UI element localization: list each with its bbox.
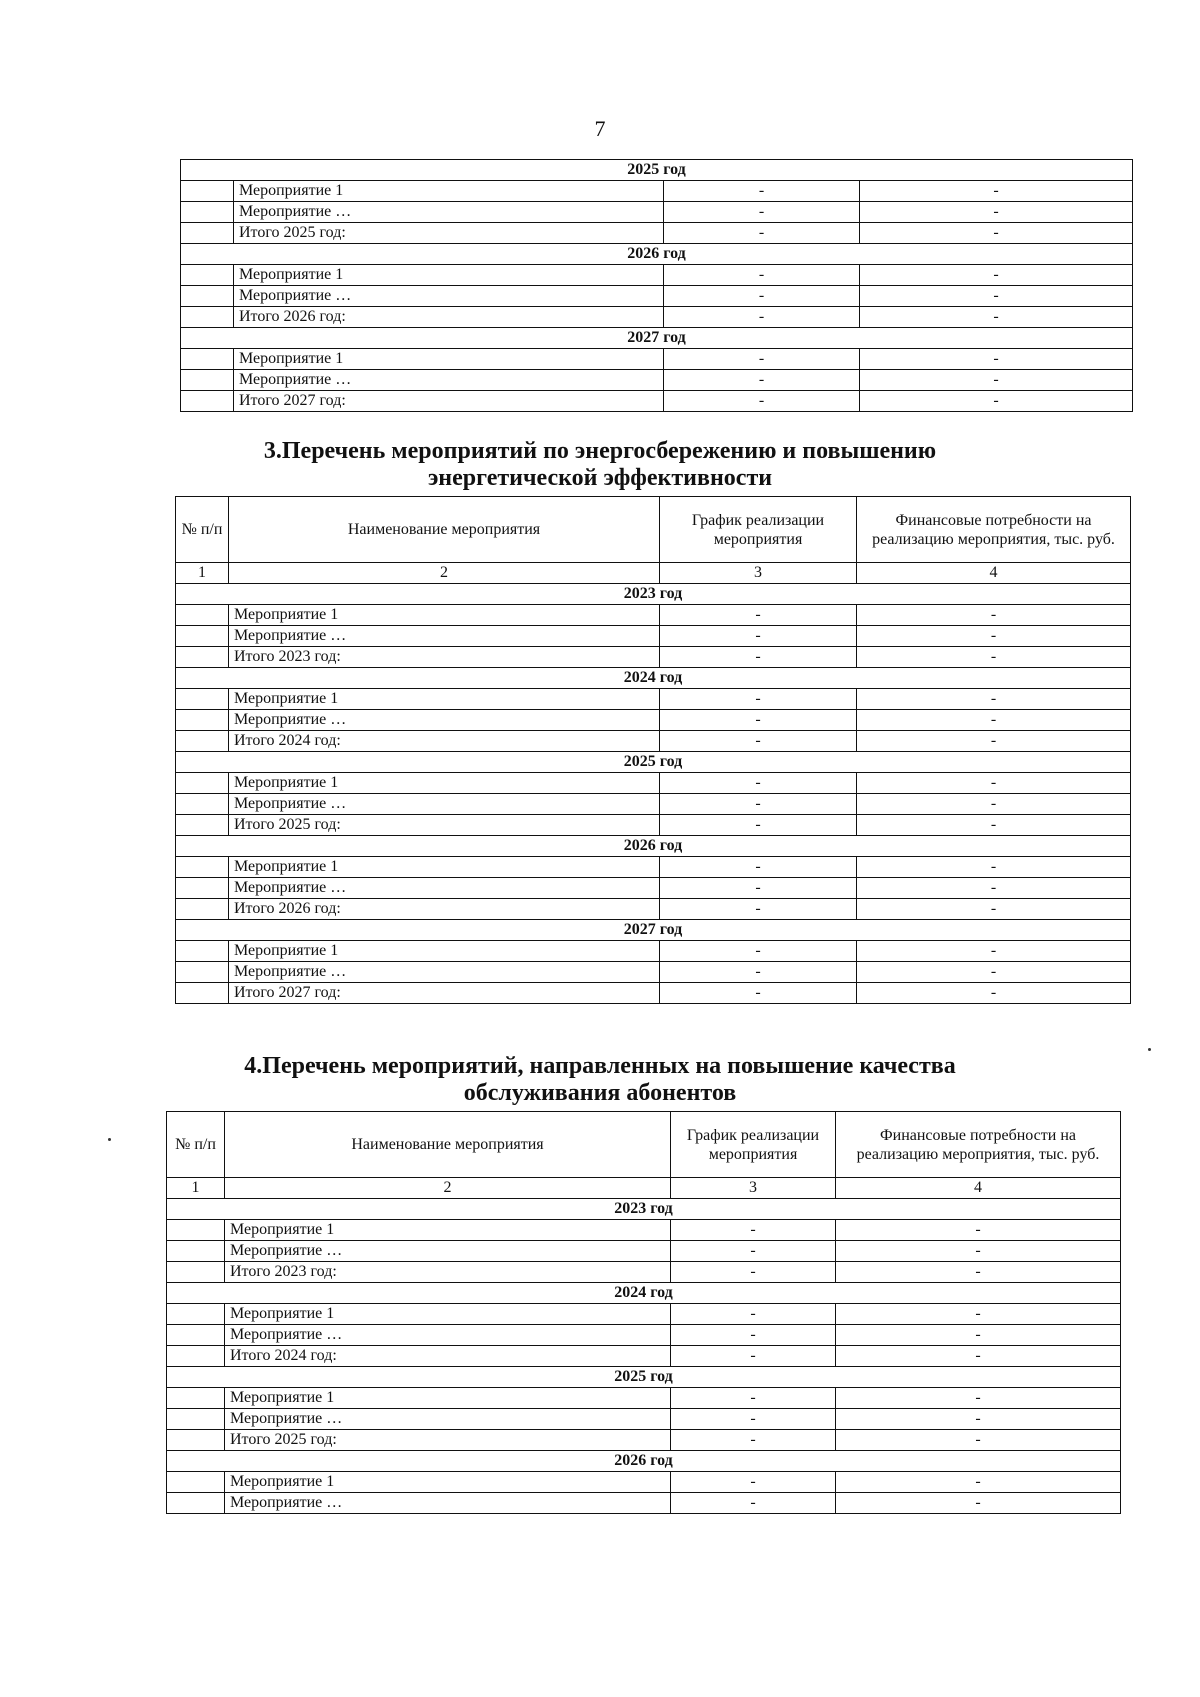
activity-name: Мероприятие … [234, 370, 664, 391]
table-row [167, 1220, 1121, 1241]
table-row [181, 370, 1133, 391]
schedule-value: - [671, 1262, 836, 1283]
year-header: 2023 год [176, 584, 1131, 605]
year-header: 2026 год [167, 1451, 1121, 1472]
finance-value: - [857, 689, 1131, 710]
table-row [176, 605, 1131, 626]
year-header: 2024 год [176, 668, 1131, 689]
row-number-cell [176, 731, 229, 752]
schedule-value: - [671, 1241, 836, 1262]
table-row [181, 202, 1133, 223]
table-row [176, 899, 1131, 920]
activity-name: Итого 2026 год: [229, 899, 660, 920]
row-number-cell [181, 202, 234, 223]
schedule-value: - [671, 1220, 836, 1241]
col-number-2: 2 [225, 1178, 671, 1199]
table-row [167, 1304, 1121, 1325]
finance-value: - [836, 1493, 1121, 1514]
row-number-cell [181, 265, 234, 286]
schedule-value: - [671, 1409, 836, 1430]
activity-name: Мероприятие 1 [234, 349, 664, 370]
schedule-value: - [660, 899, 857, 920]
finance-value: - [860, 265, 1133, 286]
year-header: 2023 год [167, 1199, 1121, 1220]
finance-value: - [860, 307, 1133, 328]
scan-speck [108, 1138, 111, 1141]
row-number-cell [167, 1472, 225, 1493]
row-number-cell [181, 370, 234, 391]
row-number-cell [176, 626, 229, 647]
header-name: Наименование мероприятия [225, 1112, 671, 1178]
row-number-cell [176, 857, 229, 878]
table-row [181, 307, 1133, 328]
activity-name: Итого 2025 год: [229, 815, 660, 836]
finance-value: - [857, 815, 1131, 836]
finance-value: - [857, 731, 1131, 752]
activity-name: Мероприятие … [229, 962, 660, 983]
row-number-cell [181, 349, 234, 370]
activity-name: Мероприятие … [225, 1409, 671, 1430]
activity-name: Итого 2027 год: [234, 391, 664, 412]
row-number-cell [167, 1430, 225, 1451]
activity-name: Итого 2025 год: [225, 1430, 671, 1451]
activity-name: Итого 2026 год: [234, 307, 664, 328]
col-number-4: 4 [857, 563, 1131, 584]
row-number-cell [176, 983, 229, 1004]
finance-value: - [860, 181, 1133, 202]
row-number-cell [176, 710, 229, 731]
finance-value: - [836, 1262, 1121, 1283]
row-number-cell [167, 1220, 225, 1241]
finance-value: - [857, 899, 1131, 920]
finance-value: - [857, 983, 1131, 1004]
activity-name: Мероприятие … [225, 1241, 671, 1262]
table-row [181, 391, 1133, 412]
row-number-cell [167, 1325, 225, 1346]
activity-name: Мероприятие 1 [229, 773, 660, 794]
section3-table [175, 496, 1131, 1004]
schedule-value: - [664, 202, 860, 223]
section3-title [0, 438, 1200, 492]
schedule-value: - [660, 605, 857, 626]
finance-value: - [860, 349, 1133, 370]
schedule-value: - [664, 391, 860, 412]
finance-value: - [857, 857, 1131, 878]
finance-value: - [857, 710, 1131, 731]
finance-value: - [836, 1346, 1121, 1367]
header-finance: Финансовые потребности на реализацию мероприятия, тыс. руб. [857, 497, 1131, 563]
activity-name: Мероприятие … [229, 794, 660, 815]
header-number: № п/п [167, 1112, 225, 1178]
schedule-value: - [660, 647, 857, 668]
finance-value: - [860, 223, 1133, 244]
row-number-cell [176, 899, 229, 920]
activity-name: Мероприятие 1 [234, 265, 664, 286]
activity-name: Итого 2023 год: [225, 1262, 671, 1283]
schedule-value: - [660, 857, 857, 878]
col-number-1: 1 [167, 1178, 225, 1199]
year-header: 2025 год [176, 752, 1131, 773]
row-number-cell [176, 941, 229, 962]
header-name: Наименование мероприятия [229, 497, 660, 563]
row-number-cell [181, 286, 234, 307]
table-row [176, 710, 1131, 731]
table-row [181, 265, 1133, 286]
row-number-cell [167, 1304, 225, 1325]
table-row [176, 647, 1131, 668]
finance-value: - [857, 941, 1131, 962]
activity-name: Итого 2027 год: [229, 983, 660, 1004]
activity-name: Мероприятие … [229, 626, 660, 647]
page-number: 7 [594, 116, 606, 141]
activity-name: Итого 2024 год: [229, 731, 660, 752]
activity-name: Мероприятие 1 [225, 1304, 671, 1325]
table-row [167, 1472, 1121, 1493]
col-number-2: 2 [229, 563, 660, 584]
schedule-value: - [664, 265, 860, 286]
finance-value: - [836, 1325, 1121, 1346]
schedule-value: - [664, 181, 860, 202]
schedule-value: - [660, 941, 857, 962]
section4-table [166, 1111, 1121, 1514]
activity-name: Мероприятие … [229, 710, 660, 731]
schedule-value: - [664, 349, 860, 370]
table-row [176, 815, 1131, 836]
finance-value: - [860, 202, 1133, 223]
activity-name: Мероприятие … [229, 878, 660, 899]
activity-name: Мероприятие 1 [229, 941, 660, 962]
row-number-cell [176, 794, 229, 815]
year-header: 2025 год [167, 1367, 1121, 1388]
schedule-value: - [660, 962, 857, 983]
row-number-cell [176, 773, 229, 794]
schedule-value: - [664, 307, 860, 328]
schedule-value: - [660, 878, 857, 899]
section4-title-line1: 4.Перечень мероприятий, направленных на повышение качества [244, 1053, 956, 1079]
table-row [167, 1241, 1121, 1262]
table-row [181, 181, 1133, 202]
schedule-value: - [664, 286, 860, 307]
header-schedule: График реализации мероприятия [660, 497, 857, 563]
section4-title-line2: обслуживания абонентов [463, 1080, 737, 1106]
schedule-value: - [664, 370, 860, 391]
row-number-cell [181, 391, 234, 412]
year-header: 2027 год [181, 328, 1133, 349]
table-row [176, 962, 1131, 983]
col-number-1: 1 [176, 563, 229, 584]
activity-name: Итого 2025 год: [234, 223, 664, 244]
header-finance: Финансовые потребности на реализацию мероприятия, тыс. руб. [836, 1112, 1121, 1178]
row-number-cell [176, 962, 229, 983]
row-number-cell [167, 1409, 225, 1430]
activity-name: Мероприятие 1 [229, 689, 660, 710]
finance-value: - [860, 370, 1133, 391]
schedule-value: - [671, 1388, 836, 1409]
schedule-value: - [671, 1346, 836, 1367]
row-number-cell [167, 1262, 225, 1283]
schedule-value: - [671, 1325, 836, 1346]
schedule-value: - [660, 983, 857, 1004]
row-number-cell [176, 878, 229, 899]
table-row [181, 286, 1133, 307]
table-row [167, 1493, 1121, 1514]
schedule-value: - [660, 794, 857, 815]
activity-name: Мероприятие 1 [225, 1472, 671, 1493]
table-row [167, 1262, 1121, 1283]
col-number-3: 3 [660, 563, 857, 584]
activity-name: Мероприятие … [234, 202, 664, 223]
header-number: № п/п [176, 497, 229, 563]
scan-speck [1148, 1048, 1151, 1051]
year-header: 2026 год [181, 244, 1133, 265]
row-number-cell [167, 1388, 225, 1409]
row-number-cell [181, 307, 234, 328]
table-row [167, 1409, 1121, 1430]
schedule-value: - [664, 223, 860, 244]
col-number-3: 3 [671, 1178, 836, 1199]
activity-name: Мероприятие … [225, 1493, 671, 1514]
schedule-value: - [660, 626, 857, 647]
year-header: 2025 год [181, 160, 1133, 181]
schedule-value: - [660, 773, 857, 794]
section4-title [0, 1053, 1200, 1107]
finance-value: - [857, 626, 1131, 647]
activity-name: Итого 2023 год: [229, 647, 660, 668]
finance-value: - [836, 1304, 1121, 1325]
table-row [176, 689, 1131, 710]
finance-value: - [857, 794, 1131, 815]
row-number-cell [176, 689, 229, 710]
activity-name: Мероприятие 1 [234, 181, 664, 202]
row-number-cell [176, 815, 229, 836]
finance-value: - [857, 878, 1131, 899]
table-row [167, 1325, 1121, 1346]
row-number-cell [167, 1241, 225, 1262]
row-number-cell [181, 223, 234, 244]
schedule-value: - [671, 1304, 836, 1325]
finance-value: - [857, 962, 1131, 983]
col-number-4: 4 [836, 1178, 1121, 1199]
table-row [167, 1346, 1121, 1367]
schedule-value: - [671, 1430, 836, 1451]
finance-value: - [857, 773, 1131, 794]
table-row [167, 1430, 1121, 1451]
finance-value: - [860, 391, 1133, 412]
section3-title-line2: энергетической эффективности [427, 465, 773, 491]
finance-value: - [836, 1241, 1121, 1262]
row-number-cell [181, 181, 234, 202]
table-row [167, 1388, 1121, 1409]
row-number-cell [176, 647, 229, 668]
finance-value: - [857, 605, 1131, 626]
row-number-cell [176, 605, 229, 626]
table-row [176, 731, 1131, 752]
schedule-value: - [660, 731, 857, 752]
table-row [176, 626, 1131, 647]
year-header: 2026 год [176, 836, 1131, 857]
schedule-value: - [660, 710, 857, 731]
activity-name: Мероприятие … [225, 1325, 671, 1346]
activity-name: Мероприятие 1 [229, 857, 660, 878]
schedule-value: - [671, 1472, 836, 1493]
section3-title-line1: 3.Перечень мероприятий по энергосбережению и повышению [263, 438, 937, 464]
finance-value: - [836, 1388, 1121, 1409]
activity-name: Мероприятие 1 [225, 1220, 671, 1241]
row-number-cell [167, 1346, 225, 1367]
finance-value: - [836, 1472, 1121, 1493]
finance-value: - [836, 1409, 1121, 1430]
table-row [176, 794, 1131, 815]
row-number-cell [167, 1493, 225, 1514]
activity-name: Итого 2024 год: [225, 1346, 671, 1367]
finance-value: - [857, 647, 1131, 668]
schedule-value: - [660, 689, 857, 710]
year-header: 2027 год [176, 920, 1131, 941]
table-row [181, 349, 1133, 370]
schedule-value: - [660, 815, 857, 836]
activity-name: Мероприятие 1 [229, 605, 660, 626]
table-row [176, 878, 1131, 899]
table-row [176, 773, 1131, 794]
activity-name: Мероприятие … [234, 286, 664, 307]
activity-name: Мероприятие 1 [225, 1388, 671, 1409]
finance-value: - [860, 286, 1133, 307]
year-header: 2024 год [167, 1283, 1121, 1304]
continuation-table [180, 159, 1133, 412]
finance-value: - [836, 1220, 1121, 1241]
table-row [176, 941, 1131, 962]
finance-value: - [836, 1430, 1121, 1451]
table-row [181, 223, 1133, 244]
schedule-value: - [671, 1493, 836, 1514]
header-schedule: График реализации мероприятия [671, 1112, 836, 1178]
table-row [176, 983, 1131, 1004]
table-row [176, 857, 1131, 878]
